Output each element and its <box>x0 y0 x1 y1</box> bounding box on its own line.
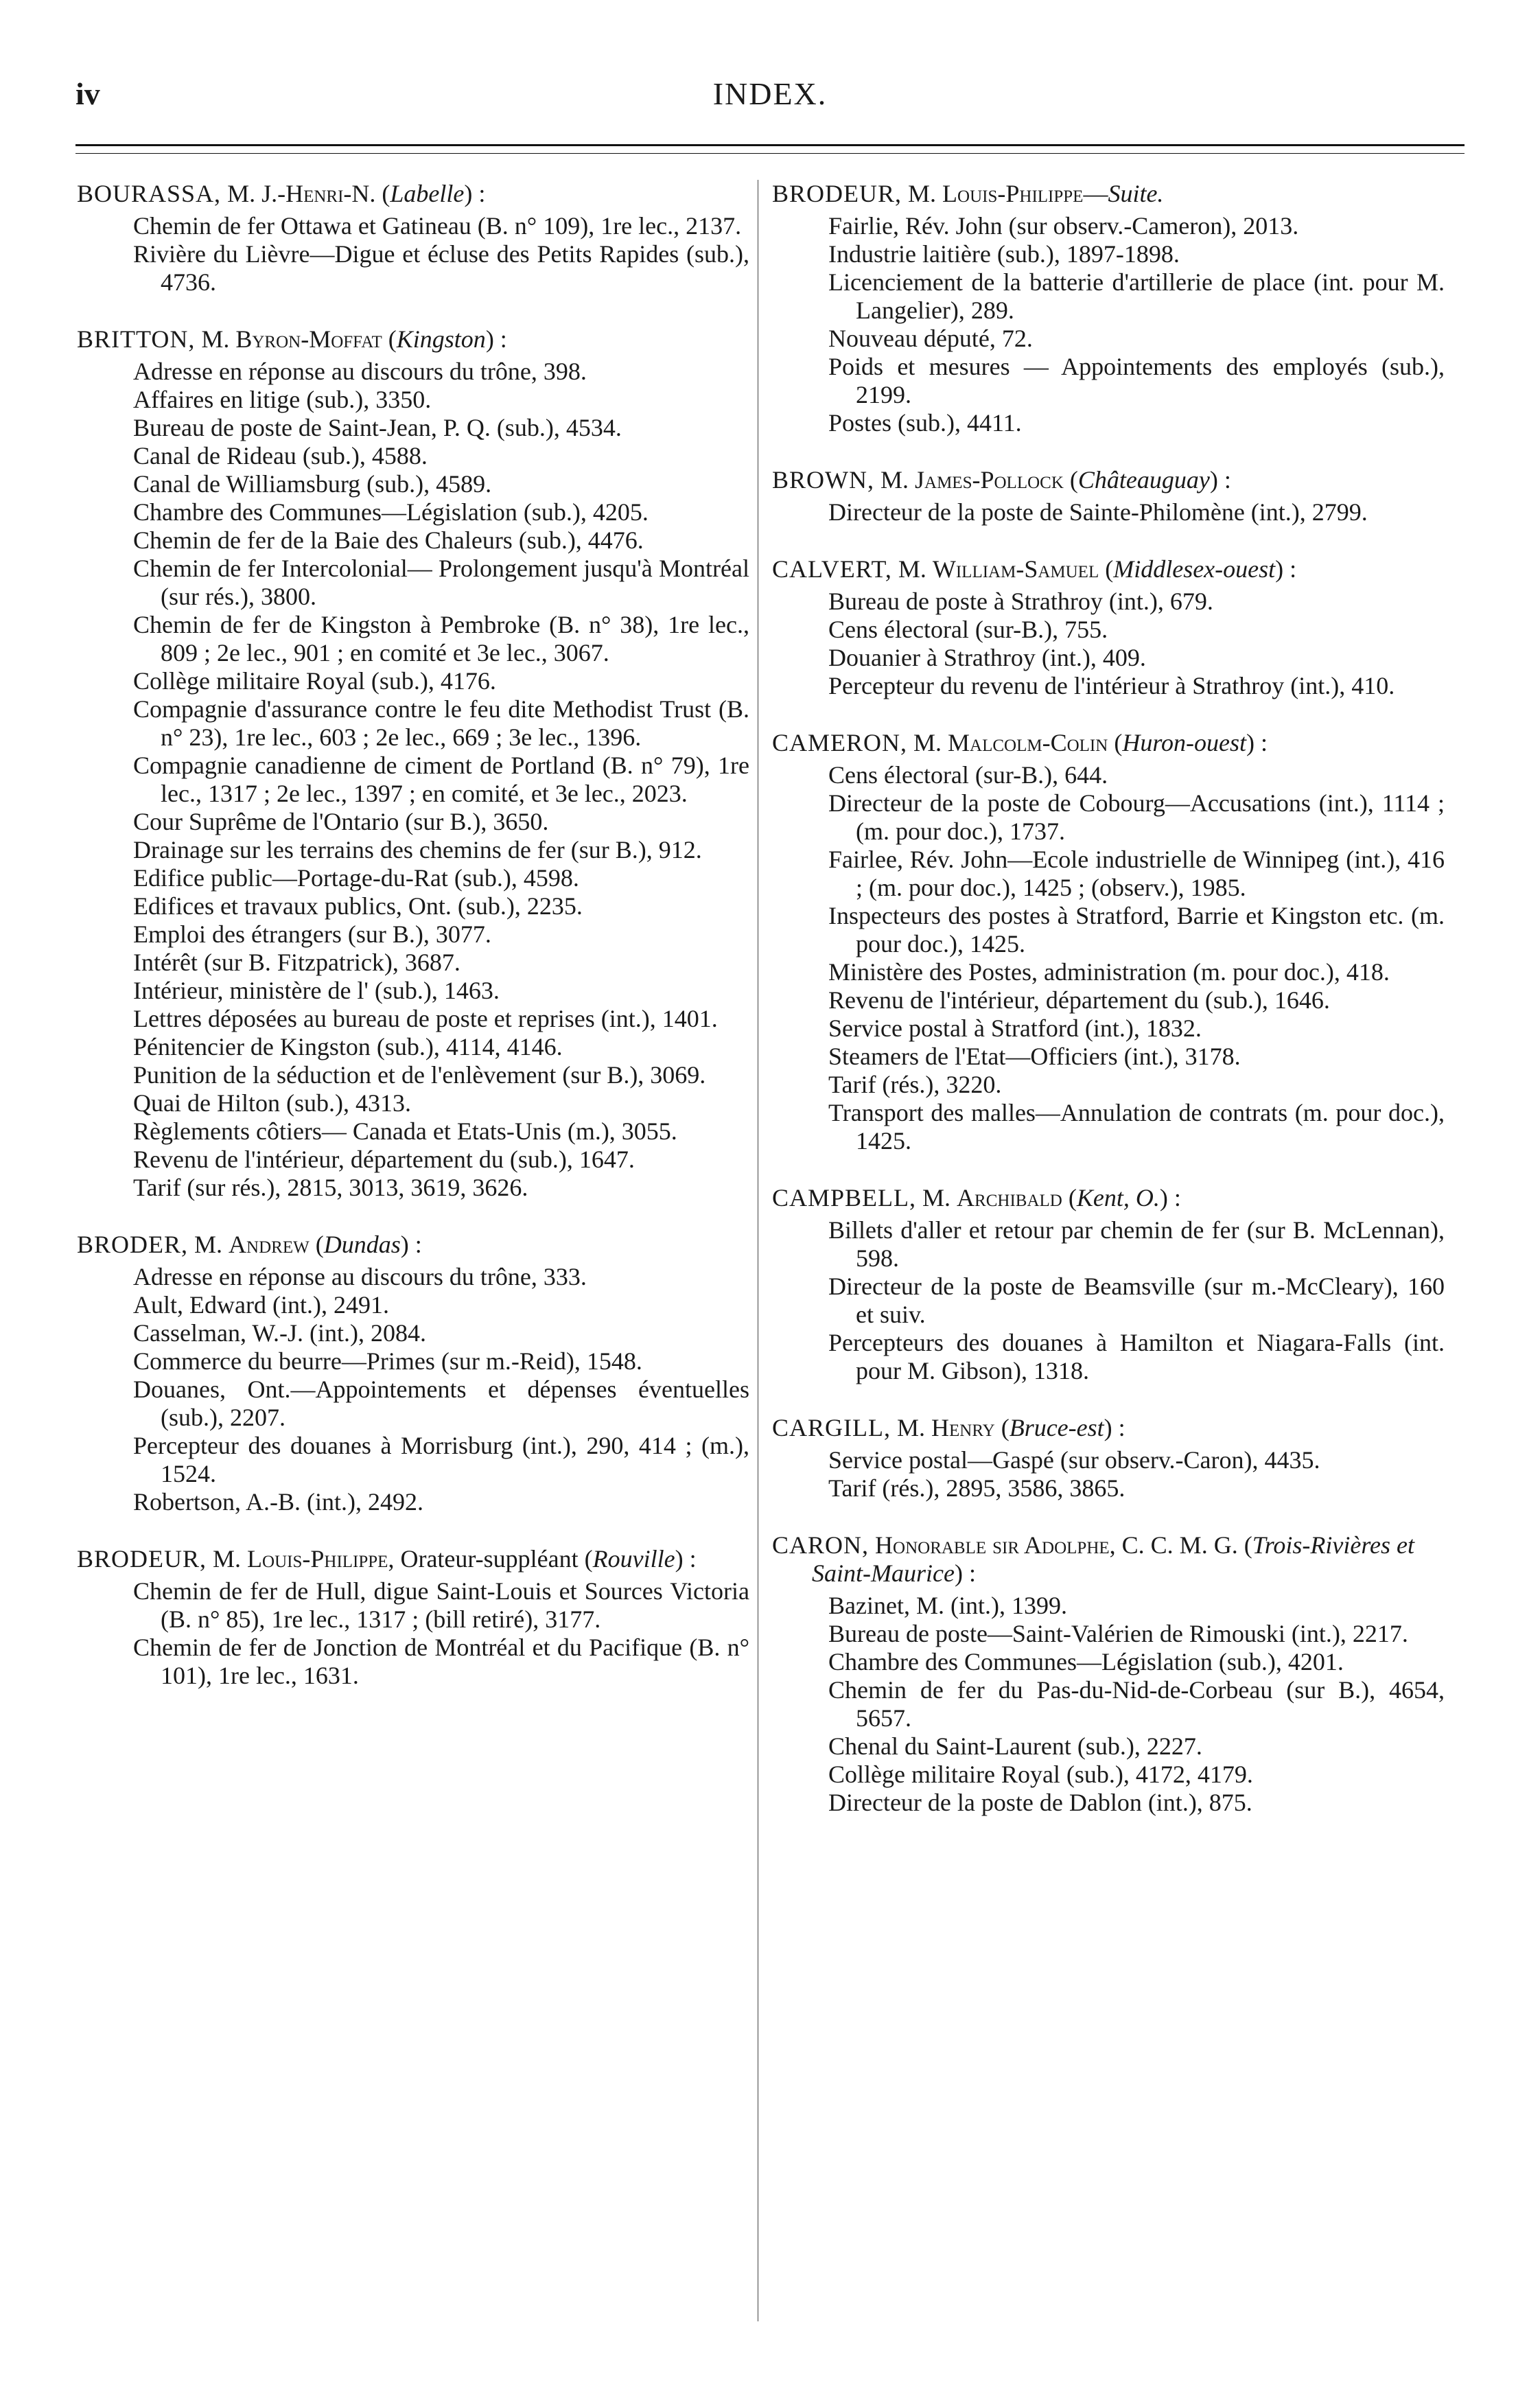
entry-heading <box>77 180 749 208</box>
entry-surname: BROWN, <box>772 466 874 494</box>
entry-riding-open: ( <box>382 325 397 353</box>
index-item: Drainage sur les terrains des chemins de fer (sur B.), 912. <box>133 836 702 863</box>
index-item: Directeur de la poste de Dablon (int.), 875. <box>828 1789 1252 1816</box>
right-column <box>772 180 1445 2335</box>
entry-riding: Trois-Rivières et Saint-Maurice <box>812 1531 1415 1587</box>
index-item: Industrie laitière (sub.), 1897-1898. <box>828 240 1180 268</box>
index-entry <box>772 180 1445 437</box>
index-item: Service postal—Gaspé (sur observ.-Caron), 4435. <box>828 1446 1320 1474</box>
index-item: Bazinet, M. (int.), 1399. <box>828 1592 1067 1619</box>
entry-prefix: M. <box>207 1545 248 1573</box>
entry-riding-open: ( <box>1099 555 1114 583</box>
entry-heading <box>77 325 749 353</box>
index-item: Inspecteurs des postes à Stratford, Barrie et Kingston etc. (m. pour doc.), 1425. <box>828 902 1445 958</box>
entry-items <box>772 1592 1445 1817</box>
index-item: Collège militaire Royal (sub.), 4176. <box>133 667 496 695</box>
index-item: Chambre des Communes—Législation (sub.), 4201. <box>828 1648 1344 1675</box>
index-item: Canal de Rideau (sub.), 4588. <box>133 442 428 469</box>
entry-riding: Rouville <box>592 1545 675 1573</box>
index-entry <box>772 555 1445 700</box>
entry-riding-open: — <box>1083 180 1108 207</box>
entry-surname: BRODEUR, <box>772 180 902 207</box>
index-item: Ministère des Postes, administration (m. pour doc.), 418. <box>828 958 1390 986</box>
index-item: Pénitencier de Kingston (sub.), 4114, 4146. <box>133 1033 563 1060</box>
entry-riding-close: ) : <box>954 1559 976 1587</box>
index-item: Collège militaire Royal (sub.), 4172, 4179. <box>828 1761 1253 1788</box>
index-item: Directeur de la poste de Cobourg—Accusations (int.), 1114 ; (m. pour doc.), 1737. <box>828 789 1445 845</box>
entry-riding: Middlesex-ouest <box>1113 555 1276 583</box>
entry-riding-close: ) : <box>400 1231 422 1258</box>
index-item: Tarif (sur rés.), 2815, 3013, 3619, 3626. <box>133 1174 528 1201</box>
index-item: Lettres déposées au bureau de poste et reprises (int.), 1401. <box>133 1005 718 1032</box>
entry-given-name: William-Samuel <box>932 555 1099 583</box>
page-header <box>75 76 1465 117</box>
entry-riding-close: ) : <box>464 180 486 207</box>
entry-given-name: Honorable sir Adolphe, C. C. M. G. <box>875 1531 1238 1559</box>
entry-surname: BRODER, <box>77 1231 189 1258</box>
index-item: Robertson, A.-B. (int.), 2492. <box>133 1488 423 1516</box>
index-item: Directeur de la poste de Sainte-Philomène (int.), 2799. <box>828 498 1368 526</box>
entry-surname: CALVERT, <box>772 555 892 583</box>
index-item: Commerce du beurre—Primes (sur m.-Reid), 1548. <box>133 1347 642 1375</box>
entry-surname: CAMERON, <box>772 729 908 756</box>
index-item: Chemin de fer de Kingston à Pembroke (B. n° 38), 1re lec., 809 ; 2e lec., 901 ; en comité et 3e lec., 3067. <box>133 611 749 666</box>
entry-heading <box>772 1531 1445 1588</box>
index-item: Edifices et travaux publics, Ont. (sub.), 2235. <box>133 892 583 920</box>
index-item: Emploi des étrangers (sur B.), 3077. <box>133 920 491 948</box>
index-item: Transport des malles—Annulation de contrats (m. pour doc.), 1425. <box>828 1099 1445 1155</box>
index-entry <box>77 1231 749 1516</box>
entry-heading <box>772 1414 1445 1442</box>
entry-items <box>772 498 1445 526</box>
entry-items <box>772 761 1445 1155</box>
index-item: Fairlie, Rév. John (sur observ.-Cameron), 2013. <box>828 212 1299 240</box>
entry-given-name: James-Pollock <box>915 466 1064 494</box>
entry-items <box>772 212 1445 437</box>
entry-prefix: M. <box>907 729 948 756</box>
entry-prefix: M. <box>874 466 915 494</box>
entry-heading <box>772 1184 1445 1212</box>
index-item: Règlements côtiers— Canada et Etats-Unis (m.), 3055. <box>133 1117 677 1145</box>
index-item: Postes (sub.), 4411. <box>828 409 1022 437</box>
left-column <box>77 180 749 2335</box>
index-item: Percepteur du revenu de l'intérieur à Strathroy (int.), 410. <box>828 672 1395 699</box>
page-number: iv <box>75 76 100 111</box>
index-item: Compagnie d'assurance contre le feu dite Methodist Trust (B. n° 23), 1re lec., 603 ; 2e lec., 669 ; 3e lec., 1396. <box>133 695 749 751</box>
entry-riding-close: ) : <box>1159 1184 1181 1211</box>
entry-riding-open: ( <box>1063 466 1078 494</box>
entry-items <box>77 212 749 297</box>
entry-given-name: Malcolm-Colin <box>948 729 1108 756</box>
index-item: Douanier à Strathroy (int.), 409. <box>828 644 1146 671</box>
entry-surname: CAMPBELL, <box>772 1184 917 1211</box>
entry-riding-close: ) : <box>485 325 507 353</box>
index-item: Edifice public—Portage-du-Rat (sub.), 4598. <box>133 864 579 892</box>
index-entry <box>77 180 749 297</box>
entry-riding: Bruce-est <box>1009 1414 1104 1441</box>
index-item: Canal de Williamsburg (sub.), 4589. <box>133 470 492 498</box>
index-item: Revenu de l'intérieur, département du (sub.), 1646. <box>828 986 1330 1014</box>
index-item: Compagnie canadienne de ciment de Portland (B. n° 79), 1re lec., 1317 ; 2e lec., 1397 ; en comité, et 3e lec., 2023. <box>133 752 749 807</box>
index-entry <box>772 466 1445 526</box>
entry-prefix: M. <box>891 555 933 583</box>
index-entry <box>772 1184 1445 1385</box>
index-entry <box>772 1414 1445 1503</box>
index-item: Douanes, Ont.—Appointements et dépenses éventuelles (sub.), 2207. <box>133 1376 749 1431</box>
entry-items <box>772 1216 1445 1385</box>
entry-surname: CARGILL, <box>772 1414 891 1441</box>
entry-riding-open: ( <box>375 180 390 207</box>
index-entry <box>772 1531 1445 1817</box>
index-item: Casselman, W.-J. (int.), 2084. <box>133 1319 426 1347</box>
index-item: Bureau de poste à Strathroy (int.), 679. <box>828 588 1213 615</box>
index-item: Percepteur des douanes à Morrisburg (int.), 290, 414 ; (m.), 1524. <box>133 1432 749 1487</box>
index-item: Directeur de la poste de Beamsville (sur m.-McCleary), 160 et suiv. <box>828 1273 1445 1328</box>
entry-given-name: Louis-Philippe <box>942 180 1084 207</box>
index-item: Poids et mesures — Appointements des employés (sub.), 2199. <box>828 353 1445 408</box>
index-item: Chemin de fer Ottawa et Gatineau (B. n° 109), 1re lec., 2137. <box>133 212 742 240</box>
entry-prefix: M. <box>916 1184 957 1211</box>
index-item: Chemin de fer du Pas-du-Nid-de-Corbeau (sur B.), 4654, 5657. <box>828 1676 1445 1732</box>
index-item: Revenu de l'intérieur, département du (sub.), 1647. <box>133 1146 635 1173</box>
index-item: Billets d'aller et retour par chemin de fer (sur B. McLennan), 598. <box>828 1216 1445 1272</box>
header-rule <box>75 144 1465 154</box>
index-item: Cour Suprême de l'Ontario (sur B.), 3650. <box>133 808 549 835</box>
entry-heading <box>77 1545 749 1573</box>
index-item: Chemin de fer de Jonction de Montréal et du Pacifique (B. n° 101), 1re lec., 1631. <box>133 1634 749 1689</box>
index-item: Chemin de fer de Hull, digue Saint-Louis et Sources Victoria (B. n° 85), 1re lec., 1317 ; (bill retiré), 3177. <box>133 1577 749 1633</box>
index-item: Chenal du Saint-Laurent (sub.), 2227. <box>828 1732 1202 1760</box>
index-item: Intérieur, ministère de l' (sub.), 1463. <box>133 977 500 1004</box>
entry-heading <box>772 466 1445 494</box>
index-item: Chambre des Communes—Législation (sub.), 4205. <box>133 498 649 526</box>
entry-riding-close: ) : <box>1275 555 1297 583</box>
index-item: Percepteurs des douanes à Hamilton et Niagara-Falls (int. pour M. Gibson), 1318. <box>828 1329 1445 1384</box>
entry-riding-open: ( <box>309 1231 324 1258</box>
index-item: Fairlee, Rév. John—Ecole industrielle de Winnipeg (int.), 416 ; (m. pour doc.), 1425 ; (observ.), 1985. <box>828 846 1445 901</box>
entry-riding-close: ) : <box>1246 729 1268 756</box>
entry-riding-open: ( <box>1062 1184 1077 1211</box>
entry-riding: Huron-ouest <box>1122 729 1246 756</box>
entry-heading <box>772 729 1445 757</box>
entry-surname: BOURASSA, <box>77 180 222 207</box>
index-item: Licenciement de la batterie d'artillerie de place (int. pour M. Langelier), 289. <box>828 268 1445 324</box>
index-entry <box>77 1545 749 1690</box>
entry-surname: BRITTON, <box>77 325 196 353</box>
index-item: Ault, Edward (int.), 2491. <box>133 1291 389 1319</box>
entry-heading <box>772 180 1445 208</box>
index-item: Cens électoral (sur-B.), 644. <box>828 761 1108 789</box>
entry-prefix: M. <box>902 180 943 207</box>
entry-riding-close: ) : <box>1209 466 1231 494</box>
index-item: Chemin de fer de la Baie des Chaleurs (sub.), 4476. <box>133 526 644 554</box>
index-item: Chemin de fer Intercolonial— Prolongement jusqu'à Montréal (sur rés.), 3800. <box>133 555 749 610</box>
entry-riding: Kent, O. <box>1076 1184 1160 1211</box>
index-item: Nouveau député, 72. <box>828 325 1033 352</box>
entry-riding: Châteauguay <box>1077 466 1210 494</box>
entry-heading <box>772 555 1445 583</box>
index-item: Affaires en litige (sub.), 3350. <box>133 386 432 413</box>
entry-prefix: M. <box>891 1414 932 1441</box>
entry-riding: Labelle <box>390 180 465 207</box>
index-item: Steamers de l'Etat—Officiers (int.), 3178. <box>828 1043 1241 1070</box>
index-item: Punition de la séduction et de l'enlèvement (sur B.), 3069. <box>133 1061 706 1089</box>
entry-surname: CARON, <box>772 1531 870 1559</box>
page-title: INDEX. <box>712 76 828 111</box>
entry-items <box>77 1263 749 1516</box>
index-item: Cens électoral (sur-B.), 755. <box>828 616 1108 643</box>
index-item: Tarif (rés.), 2895, 3586, 3865. <box>828 1474 1125 1502</box>
entry-riding: Suite. <box>1108 180 1164 207</box>
entry-given-name: Byron-Moffat <box>235 325 382 353</box>
entry-items <box>772 588 1445 700</box>
index-item: Service postal à Stratford (int.), 1832. <box>828 1014 1202 1042</box>
entry-items <box>772 1446 1445 1503</box>
entry-given-name: Archibald <box>957 1184 1062 1211</box>
entry-given-name: J.-Henri-N. <box>261 180 376 207</box>
entry-items <box>77 358 749 1202</box>
entry-heading <box>77 1231 749 1259</box>
entry-surname: BRODEUR, <box>77 1545 207 1573</box>
entry-prefix: M. <box>221 180 262 207</box>
index-item: Intérêt (sur B. Fitzpatrick), 3687. <box>133 949 460 976</box>
entry-riding: Kingston <box>396 325 486 353</box>
entry-riding-open: ( <box>994 1414 1010 1441</box>
entry-items <box>77 1577 749 1690</box>
entry-riding-open: ( <box>1237 1531 1252 1559</box>
entry-given-name: Louis-Philippe, <box>247 1545 395 1573</box>
index-entry <box>772 729 1445 1155</box>
index-item: Tarif (rés.), 3220. <box>828 1071 1002 1098</box>
entry-riding-open: Orateur-suppléant ( <box>394 1545 593 1573</box>
entry-riding-close: ) : <box>675 1545 697 1573</box>
index-entry <box>77 325 749 1202</box>
entry-prefix: M. <box>195 325 236 353</box>
entry-riding: Dundas <box>323 1231 401 1258</box>
index-item: Adresse en réponse au discours du trône, 333. <box>133 1263 587 1290</box>
entry-given-name: Henry <box>931 1414 995 1441</box>
index-item: Bureau de poste—Saint-Valérien de Rimouski (int.), 2217. <box>828 1620 1408 1647</box>
entry-riding-close: ) : <box>1104 1414 1125 1441</box>
entry-riding-open: ( <box>1108 729 1123 756</box>
index-item: Rivière du Lièvre—Digue et écluse des Petits Rapides (sub.), 4736. <box>133 240 749 296</box>
index-item: Adresse en réponse au discours du trône, 398. <box>133 358 587 385</box>
index-item: Quai de Hilton (sub.), 4313. <box>133 1089 411 1117</box>
entry-prefix <box>869 1531 875 1559</box>
entry-given-name: Andrew <box>229 1231 310 1258</box>
entry-prefix: M. <box>188 1231 229 1258</box>
index-item: Bureau de poste de Saint-Jean, P. Q. (sub.), 4534. <box>133 414 622 441</box>
